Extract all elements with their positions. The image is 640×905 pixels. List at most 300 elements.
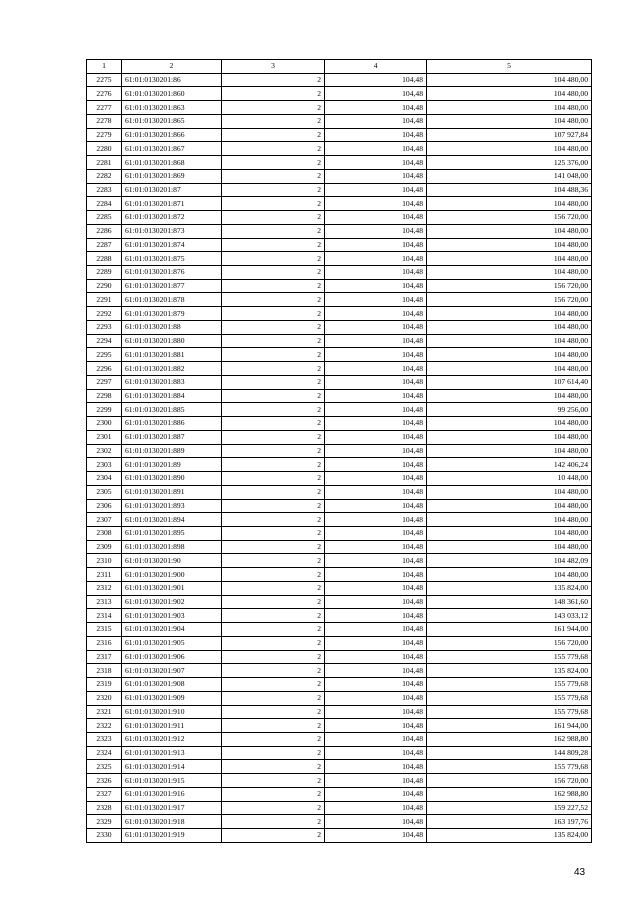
cell-col3: 2 <box>222 101 325 115</box>
table-row <box>87 554 592 568</box>
row-number: 2303 <box>87 458 122 472</box>
cadastral-number: 61:01:0130201:893 <box>122 499 222 513</box>
table-row <box>87 540 592 554</box>
cell-col3: 2 <box>222 320 325 334</box>
row-number: 2281 <box>87 156 122 170</box>
cell-col4: 104,48 <box>325 787 427 801</box>
table-row <box>87 293 592 307</box>
cell-col5: 104 480,00 <box>427 362 592 376</box>
cell-col3: 2 <box>222 705 325 719</box>
cell-col5: 104 480,00 <box>427 540 592 554</box>
cell-col4: 104,48 <box>325 389 427 403</box>
cell-col5: 104 480,00 <box>427 252 592 266</box>
row-number: 2324 <box>87 746 122 760</box>
cadastral-number: 61:01:0130201:913 <box>122 746 222 760</box>
row-number: 2322 <box>87 719 122 733</box>
cell-col4: 104,48 <box>325 829 427 843</box>
table-row <box>87 128 592 142</box>
cell-col5: 156 720,00 <box>427 636 592 650</box>
row-number: 2290 <box>87 279 122 293</box>
cadastral-number: 61:01:0130201:912 <box>122 732 222 746</box>
table-row <box>87 266 592 280</box>
cell-col5: 10 448,00 <box>427 472 592 486</box>
cell-col4: 104,48 <box>325 513 427 527</box>
cadastral-number: 61:01:0130201:906 <box>122 650 222 664</box>
cadastral-number: 61:01:0130201:894 <box>122 513 222 527</box>
cell-col5: 135 824,00 <box>427 581 592 595</box>
cell-col4: 104,48 <box>325 430 427 444</box>
cell-col4: 104,48 <box>325 774 427 788</box>
cadastral-number: 61:01:0130201:869 <box>122 169 222 183</box>
row-number: 2317 <box>87 650 122 664</box>
page-number: 43 <box>574 867 586 878</box>
cell-col3: 2 <box>222 307 325 321</box>
cadastral-number: 61:01:0130201:907 <box>122 664 222 678</box>
cell-col4: 104,48 <box>325 211 427 225</box>
cadastral-number: 61:01:0130201:919 <box>122 829 222 843</box>
cell-col3: 2 <box>222 458 325 472</box>
cell-col5: 107 927,84 <box>427 128 592 142</box>
table-row <box>87 650 592 664</box>
cell-col4: 104,48 <box>325 293 427 307</box>
cell-col5: 161 944,00 <box>427 719 592 733</box>
cell-col3: 2 <box>222 554 325 568</box>
cell-col4: 104,48 <box>325 362 427 376</box>
table-row <box>87 183 592 197</box>
table-row <box>87 142 592 156</box>
cadastral-number: 61:01:0130201:887 <box>122 430 222 444</box>
table-row <box>87 238 592 252</box>
row-number: 2312 <box>87 581 122 595</box>
row-number: 2287 <box>87 238 122 252</box>
cell-col4: 104,48 <box>325 417 427 431</box>
cell-col3: 2 <box>222 719 325 733</box>
row-number: 2314 <box>87 609 122 623</box>
cell-col3: 2 <box>222 801 325 815</box>
column-header-3: 3 <box>222 60 325 74</box>
cadastral-number: 61:01:0130201:90 <box>122 554 222 568</box>
table-row <box>87 787 592 801</box>
cell-col5: 104 480,00 <box>427 334 592 348</box>
table-row <box>87 279 592 293</box>
row-number: 2325 <box>87 760 122 774</box>
cell-col3: 2 <box>222 348 325 362</box>
cell-col5: 99 256,00 <box>427 403 592 417</box>
cadastral-number: 61:01:0130201:895 <box>122 526 222 540</box>
table-body <box>87 73 592 842</box>
row-number: 2288 <box>87 252 122 266</box>
cell-col5: 135 824,00 <box>427 829 592 843</box>
cadastral-number: 61:01:0130201:890 <box>122 472 222 486</box>
cell-col3: 2 <box>222 156 325 170</box>
cell-col5: 144 809,28 <box>427 746 592 760</box>
table-row <box>87 636 592 650</box>
cell-col4: 104,48 <box>325 156 427 170</box>
cell-col3: 2 <box>222 389 325 403</box>
cell-col5: 141 048,00 <box>427 169 592 183</box>
cell-col4: 104,48 <box>325 623 427 637</box>
cell-col4: 104,48 <box>325 444 427 458</box>
table-row <box>87 307 592 321</box>
register-table <box>86 59 592 843</box>
table-row <box>87 705 592 719</box>
table-row <box>87 691 592 705</box>
cell-col3: 2 <box>222 375 325 389</box>
cell-col5: 107 614,40 <box>427 375 592 389</box>
cell-col3: 2 <box>222 829 325 843</box>
table-row <box>87 389 592 403</box>
cadastral-number: 61:01:0130201:863 <box>122 101 222 115</box>
cell-col3: 2 <box>222 252 325 266</box>
cell-col4: 104,48 <box>325 114 427 128</box>
cadastral-number: 61:01:0130201:86 <box>122 73 222 87</box>
table-row <box>87 526 592 540</box>
cell-col5: 104 480,00 <box>427 430 592 444</box>
cadastral-number: 61:01:0130201:886 <box>122 417 222 431</box>
column-header-2: 2 <box>122 60 222 74</box>
cadastral-number: 61:01:0130201:867 <box>122 142 222 156</box>
cell-col5: 156 720,00 <box>427 279 592 293</box>
cell-col5: 104 480,00 <box>427 417 592 431</box>
cell-col4: 104,48 <box>325 705 427 719</box>
cadastral-number: 61:01:0130201:916 <box>122 787 222 801</box>
cadastral-number: 61:01:0130201:914 <box>122 760 222 774</box>
cell-col3: 2 <box>222 815 325 829</box>
cell-col3: 2 <box>222 87 325 101</box>
cadastral-number: 61:01:0130201:865 <box>122 114 222 128</box>
cell-col4: 104,48 <box>325 581 427 595</box>
row-number: 2306 <box>87 499 122 513</box>
cell-col3: 2 <box>222 774 325 788</box>
cell-col4: 104,48 <box>325 568 427 582</box>
row-number: 2320 <box>87 691 122 705</box>
cell-col4: 104,48 <box>325 375 427 389</box>
cell-col3: 2 <box>222 417 325 431</box>
row-number: 2294 <box>87 334 122 348</box>
cell-col4: 104,48 <box>325 664 427 678</box>
cell-col3: 2 <box>222 266 325 280</box>
table-row <box>87 252 592 266</box>
table-row <box>87 595 592 609</box>
cell-col4: 104,48 <box>325 266 427 280</box>
row-number: 2307 <box>87 513 122 527</box>
cadastral-number: 61:01:0130201:860 <box>122 87 222 101</box>
cell-col3: 2 <box>222 760 325 774</box>
cell-col3: 2 <box>222 526 325 540</box>
cell-col4: 104,48 <box>325 554 427 568</box>
cell-col5: 156 720,00 <box>427 211 592 225</box>
cell-col4: 104,48 <box>325 403 427 417</box>
cell-col3: 2 <box>222 169 325 183</box>
cell-col3: 2 <box>222 183 325 197</box>
cell-col4: 104,48 <box>325 732 427 746</box>
cell-col4: 104,48 <box>325 526 427 540</box>
cell-col5: 104 488,36 <box>427 183 592 197</box>
cadastral-number: 61:01:0130201:879 <box>122 307 222 321</box>
row-number: 2300 <box>87 417 122 431</box>
cell-col5: 104 482,09 <box>427 554 592 568</box>
cell-col5: 156 720,00 <box>427 774 592 788</box>
cadastral-number: 61:01:0130201:918 <box>122 815 222 829</box>
row-number: 2316 <box>87 636 122 650</box>
cadastral-number: 61:01:0130201:891 <box>122 485 222 499</box>
cell-col4: 104,48 <box>325 169 427 183</box>
cell-col3: 2 <box>222 197 325 211</box>
table-row <box>87 101 592 115</box>
cell-col5: 104 480,00 <box>427 238 592 252</box>
cell-col5: 104 480,00 <box>427 224 592 238</box>
cadastral-number: 61:01:0130201:917 <box>122 801 222 815</box>
cell-col5: 142 406,24 <box>427 458 592 472</box>
cell-col4: 104,48 <box>325 719 427 733</box>
table-row <box>87 114 592 128</box>
cell-col3: 2 <box>222 142 325 156</box>
row-number: 2319 <box>87 678 122 692</box>
row-number: 2311 <box>87 568 122 582</box>
cadastral-number: 61:01:0130201:877 <box>122 279 222 293</box>
table-row <box>87 719 592 733</box>
cell-col3: 2 <box>222 568 325 582</box>
row-number: 2297 <box>87 375 122 389</box>
cell-col5: 104 480,00 <box>427 444 592 458</box>
row-number: 2284 <box>87 197 122 211</box>
cell-col4: 104,48 <box>325 224 427 238</box>
row-number: 2305 <box>87 485 122 499</box>
cell-col5: 104 480,00 <box>427 73 592 87</box>
cell-col4: 104,48 <box>325 252 427 266</box>
row-number: 2289 <box>87 266 122 280</box>
table-row <box>87 581 592 595</box>
cadastral-number: 61:01:0130201:909 <box>122 691 222 705</box>
cadastral-number: 61:01:0130201:875 <box>122 252 222 266</box>
cell-col5: 125 376,00 <box>427 156 592 170</box>
cadastral-number: 61:01:0130201:910 <box>122 705 222 719</box>
cell-col3: 2 <box>222 362 325 376</box>
cell-col4: 104,48 <box>325 73 427 87</box>
cadastral-number: 61:01:0130201:874 <box>122 238 222 252</box>
row-number: 2292 <box>87 307 122 321</box>
cell-col5: 155 779,68 <box>427 760 592 774</box>
cell-col5: 135 824,00 <box>427 664 592 678</box>
cell-col3: 2 <box>222 623 325 637</box>
cell-col5: 104 480,00 <box>427 307 592 321</box>
cell-col5: 161 944,00 <box>427 623 592 637</box>
cell-col4: 104,48 <box>325 760 427 774</box>
cell-col3: 2 <box>222 636 325 650</box>
cell-col3: 2 <box>222 513 325 527</box>
cell-col5: 104 480,00 <box>427 320 592 334</box>
cell-col3: 2 <box>222 128 325 142</box>
table-row <box>87 73 592 87</box>
cell-col4: 104,48 <box>325 691 427 705</box>
cell-col5: 104 480,00 <box>427 485 592 499</box>
cell-col3: 2 <box>222 581 325 595</box>
cell-col4: 104,48 <box>325 183 427 197</box>
cell-col5: 104 480,00 <box>427 348 592 362</box>
table-row <box>87 760 592 774</box>
cadastral-number: 61:01:0130201:900 <box>122 568 222 582</box>
cell-col4: 104,48 <box>325 815 427 829</box>
cell-col3: 2 <box>222 211 325 225</box>
cell-col4: 104,48 <box>325 320 427 334</box>
cell-col4: 104,48 <box>325 348 427 362</box>
cell-col5: 148 361,60 <box>427 595 592 609</box>
table-row <box>87 678 592 692</box>
cell-col5: 155 779,68 <box>427 678 592 692</box>
cell-col4: 104,48 <box>325 650 427 664</box>
cadastral-number: 61:01:0130201:905 <box>122 636 222 650</box>
cell-col3: 2 <box>222 650 325 664</box>
cell-col3: 2 <box>222 114 325 128</box>
row-number: 2321 <box>87 705 122 719</box>
table-row <box>87 801 592 815</box>
table-row <box>87 320 592 334</box>
row-number: 2310 <box>87 554 122 568</box>
cadastral-number: 61:01:0130201:873 <box>122 224 222 238</box>
cell-col4: 104,48 <box>325 485 427 499</box>
row-number: 2278 <box>87 114 122 128</box>
row-number: 2295 <box>87 348 122 362</box>
cell-col4: 104,48 <box>325 101 427 115</box>
row-number: 2308 <box>87 526 122 540</box>
table-row <box>87 664 592 678</box>
cell-col4: 104,48 <box>325 142 427 156</box>
row-number: 2299 <box>87 403 122 417</box>
cell-col5: 104 480,00 <box>427 114 592 128</box>
cell-col4: 104,48 <box>325 238 427 252</box>
table-row <box>87 458 592 472</box>
cell-col3: 2 <box>222 485 325 499</box>
cell-col3: 2 <box>222 403 325 417</box>
table-row <box>87 430 592 444</box>
table-row <box>87 169 592 183</box>
row-number: 2309 <box>87 540 122 554</box>
cell-col4: 104,48 <box>325 609 427 623</box>
row-number: 2313 <box>87 595 122 609</box>
cadastral-number: 61:01:0130201:878 <box>122 293 222 307</box>
cell-col5: 104 480,00 <box>427 499 592 513</box>
cadastral-number: 61:01:0130201:89 <box>122 458 222 472</box>
table-row <box>87 375 592 389</box>
table-row <box>87 732 592 746</box>
row-number: 2293 <box>87 320 122 334</box>
row-number: 2330 <box>87 829 122 843</box>
table-row <box>87 197 592 211</box>
table-row <box>87 513 592 527</box>
cadastral-number: 61:01:0130201:882 <box>122 362 222 376</box>
cadastral-number: 61:01:0130201:868 <box>122 156 222 170</box>
cell-col4: 104,48 <box>325 334 427 348</box>
cell-col3: 2 <box>222 787 325 801</box>
column-header-4: 4 <box>325 60 427 74</box>
cell-col5: 155 779,68 <box>427 650 592 664</box>
cell-col5: 104 480,00 <box>427 142 592 156</box>
cadastral-number: 61:01:0130201:872 <box>122 211 222 225</box>
cell-col4: 104,48 <box>325 307 427 321</box>
cadastral-number: 61:01:0130201:88 <box>122 320 222 334</box>
row-number: 2326 <box>87 774 122 788</box>
table-row <box>87 746 592 760</box>
row-number: 2298 <box>87 389 122 403</box>
table-row <box>87 348 592 362</box>
column-header-1: 1 <box>87 60 122 74</box>
cell-col5: 104 480,00 <box>427 87 592 101</box>
cell-col5: 162 988,80 <box>427 732 592 746</box>
cadastral-number: 61:01:0130201:901 <box>122 581 222 595</box>
row-number: 2315 <box>87 623 122 637</box>
cell-col4: 104,48 <box>325 472 427 486</box>
cadastral-number: 61:01:0130201:876 <box>122 266 222 280</box>
cadastral-number: 61:01:0130201:911 <box>122 719 222 733</box>
table-row <box>87 334 592 348</box>
cadastral-number: 61:01:0130201:871 <box>122 197 222 211</box>
cell-col3: 2 <box>222 73 325 87</box>
cell-col5: 155 779,68 <box>427 705 592 719</box>
cell-col4: 104,48 <box>325 279 427 293</box>
cadastral-number: 61:01:0130201:884 <box>122 389 222 403</box>
row-number: 2302 <box>87 444 122 458</box>
cadastral-number: 61:01:0130201:880 <box>122 334 222 348</box>
row-number: 2291 <box>87 293 122 307</box>
row-number: 2328 <box>87 801 122 815</box>
cell-col3: 2 <box>222 595 325 609</box>
cell-col5: 143 033,12 <box>427 609 592 623</box>
cell-col3: 2 <box>222 499 325 513</box>
row-number: 2277 <box>87 101 122 115</box>
cell-col5: 159 227,52 <box>427 801 592 815</box>
table-row <box>87 609 592 623</box>
table-row <box>87 774 592 788</box>
cell-col5: 104 480,00 <box>427 526 592 540</box>
cell-col3: 2 <box>222 732 325 746</box>
cell-col4: 104,48 <box>325 128 427 142</box>
cadastral-number: 61:01:0130201:87 <box>122 183 222 197</box>
cell-col3: 2 <box>222 334 325 348</box>
cell-col5: 104 480,00 <box>427 389 592 403</box>
table-row <box>87 815 592 829</box>
cadastral-number: 61:01:0130201:883 <box>122 375 222 389</box>
row-number: 2304 <box>87 472 122 486</box>
row-number: 2283 <box>87 183 122 197</box>
row-number: 2323 <box>87 732 122 746</box>
row-number: 2329 <box>87 815 122 829</box>
row-number: 2327 <box>87 787 122 801</box>
cell-col3: 2 <box>222 224 325 238</box>
cell-col3: 2 <box>222 540 325 554</box>
cell-col4: 104,48 <box>325 746 427 760</box>
row-number: 2286 <box>87 224 122 238</box>
cell-col4: 104,48 <box>325 636 427 650</box>
table-row <box>87 156 592 170</box>
cell-col4: 104,48 <box>325 801 427 815</box>
cadastral-number: 61:01:0130201:908 <box>122 678 222 692</box>
cadastral-number: 61:01:0130201:898 <box>122 540 222 554</box>
cadastral-number: 61:01:0130201:885 <box>122 403 222 417</box>
cell-col4: 104,48 <box>325 540 427 554</box>
cell-col4: 104,48 <box>325 499 427 513</box>
cell-col5: 104 480,00 <box>427 513 592 527</box>
cell-col3: 2 <box>222 664 325 678</box>
cadastral-number: 61:01:0130201:903 <box>122 609 222 623</box>
cadastral-number: 61:01:0130201:904 <box>122 623 222 637</box>
row-number: 2279 <box>87 128 122 142</box>
cell-col5: 156 720,00 <box>427 293 592 307</box>
cell-col5: 162 988,80 <box>427 787 592 801</box>
table-row <box>87 499 592 513</box>
cell-col3: 2 <box>222 430 325 444</box>
table-row <box>87 211 592 225</box>
cadastral-number: 61:01:0130201:902 <box>122 595 222 609</box>
